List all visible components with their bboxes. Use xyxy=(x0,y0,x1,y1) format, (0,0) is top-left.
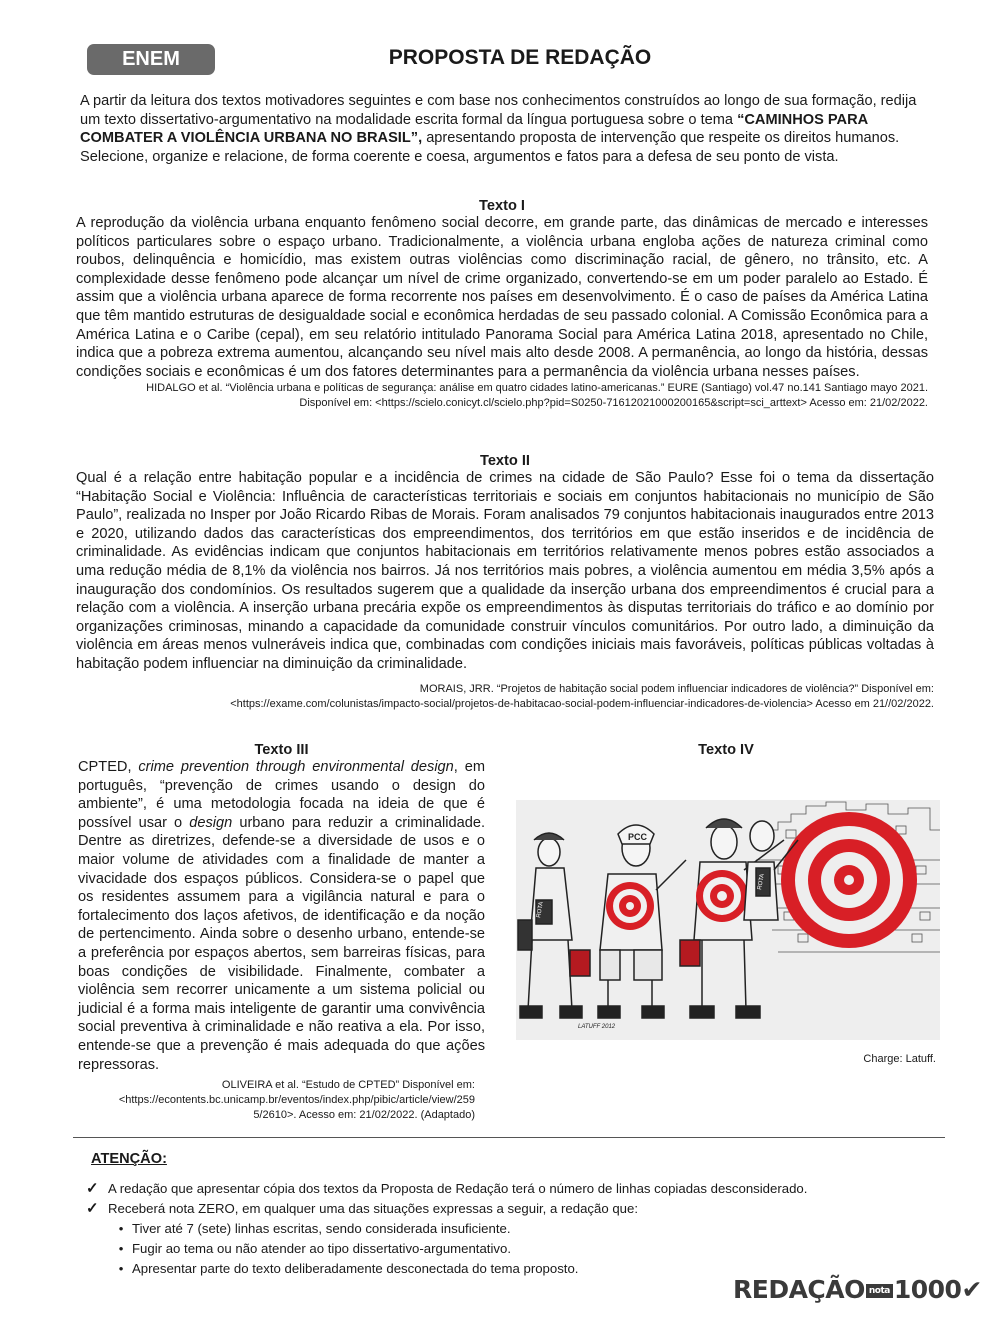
texto-3-source-line3: 5/2610>. Acesso em: 21/02/2022. (Adaptado) xyxy=(253,1109,475,1122)
latuff-cartoon xyxy=(516,800,940,1040)
rota-label-1: ROTA xyxy=(536,901,545,919)
texto-3-italic-cpted: crime prevention through environmental design xyxy=(138,759,454,775)
texto-1-section xyxy=(76,198,928,411)
texto-3-part2: , em português, “prevenção de crimes usando o design do ambiente”, é uma metodologia focada na ideia de que é possível usar o xyxy=(78,759,485,831)
texto-1-body: A reprodução da violência urbana enquanto fenômeno social decorre, em grande parte, das dinâmicas de mercado e interesses políticos particulares sobre o espaço urbano. Tradicionalmente, a violência urbana engloba ações de natureza criminal como roubos, delinquência e homicídio, mas existem outras violências como discriminação racial, de gênero, no trânsito, etc. A complexidade desse fenômeno pode alcançar um nível de crime organizado, convertendo-se em um poder paralelo ao Estado. É assim que a violência urbana aparece de forma recorrente nos países em desenvolvimento. É o caso de países da América Latina que têm mantido estruturas de desigualdade social e econômica herdadas de seu passado colonial. A Comissão Econômica para a América Latina e o Caribe (cepal), em seu relatório intitulado Panorama Social para América Latina 2018, apresentado no Chile, indica que a pobreza extrema aumentou, alcançando seu nível mais alto desde 2008. A permanência, ao longo da história, dessas condições sociais e econômicas é um dos fatores determinantes para a permanência da violência urbana nesses países. xyxy=(76,215,928,380)
atencao-heading: ATENÇÃO: xyxy=(91,1151,167,1167)
atencao-bullet-text: Fugir ao tema ou não atender ao tipo dissertativo-argumentativo. xyxy=(132,1241,511,1256)
checkmark-icon: ✓ xyxy=(86,1180,99,1197)
policeman-figure-1 xyxy=(518,833,582,1018)
atencao-check-item xyxy=(86,1199,946,1219)
atencao-list xyxy=(86,1179,946,1279)
texto-3-part1: CPTED, xyxy=(78,759,139,775)
texto-3-source-line1: OLIVEIRA et al. “Estudo de CPTED” Disponível em: xyxy=(221,1079,475,1092)
atencao-sublist xyxy=(86,1219,946,1279)
logo-text-right: 1000 xyxy=(893,1275,962,1304)
bullet-icon: • xyxy=(118,1241,124,1256)
texto-3-part3: urbano para reduzir a criminalidade. Dentre as diretrizes, defende-se a diversidade de usos e o maior volume de atividades com a finalidade de manter a vivacidade dos espaços públicos. Considera-se o papel que os residentes assumem para a vigilância natural e para o fortalecimento dos laços afetivos, de identificação e da noção de pertencimento. Ainda sobre o desenho urbano, entende-se a preferência por espaços abertos, sem barreiras físicas, para boas condições de visibilidade. Finalmente, combater a violência sem recorrer unicamente a um sistema policial ou judicial é a forma mais inteligente de garantir uma convivência social preventiva à criminalidade e não reativa a ela. Por isso, entende-se que a prevenção é mais adequada do que ações repressoras. xyxy=(78,814,485,1073)
bullet-icon: • xyxy=(118,1261,124,1276)
atencao-bullet-item xyxy=(110,1219,946,1239)
rota-label-2: ROTA xyxy=(757,873,766,891)
intro-paragraph xyxy=(80,92,926,166)
intro-theme: “CAMINHOS PARA COMBATER A VIOLÊNCIA URBANA NO BRASIL”, xyxy=(80,111,868,147)
enem-badge: ENEM xyxy=(87,44,215,75)
pcc-cap-label: PCC xyxy=(628,832,648,842)
intro-text-before: A partir da leitura dos textos motivadores seguintes e com base nos conhecimentos construídos ao longo de sua formação, redija um texto dissertativo-argumentativo na modalidade escrita formal da língua portuguesa sobre o tema xyxy=(80,93,917,128)
texto-3-heading: Texto III xyxy=(254,742,309,758)
texto-3-body xyxy=(78,758,485,1074)
texto-4-heading: Texto IV xyxy=(698,742,754,758)
checkmark-icon: ✓ xyxy=(86,1200,99,1217)
favela-target-icon xyxy=(781,812,917,948)
policeman-target-icon xyxy=(696,870,748,922)
logo-text-left: REDAÇÃO xyxy=(733,1275,865,1304)
atencao-bullet-text: Apresentar parte do texto deliberadamente desconectada do tema proposto. xyxy=(132,1261,579,1276)
texto-2-heading: Texto II xyxy=(479,453,530,469)
texto-2-body: Qual é a relação entre habitação popular e a incidência de crimes na cidade de São Paulo? Esse foi o tema da dissertação “Habitação Social e Violência: Influência de características territoriais e sociais em conjuntos habitacionais no município de São Paulo”, realizada no Insper por João Ricardo Ribas de Morais. Foram analisados 79 conjuntos habitacionais inaugurados entre 2013 e 2020, utilizando dados das características dos empreendimentos, dos territórios em que estão inseridos e de incidência de criminalidade. As evidências indicam que conjuntos habitacionais em territórios relativamente menos pobres estão associados a uma redução média de 8,1% da violência nos bairros. Já nos territórios mais pobres, a violência aumentou em média 3,5% após a inauguração dos condomínios. Os resultados sugerem que a qualidade da inserção urbana dos empreendimentos é crucial para a relação com a violência. A inserção urbana precária expõe os empreendimentos às disputas territoriais do tráfico e ao domínio por organizações criminosas, minando a capacidade da comunidade construir vínculos comunitários. Por outro lado, a diminuição da violência em áreas menos vulneráveis indica que, combinadas com condições iniciais mais favoráveis, políticas públicas voltadas à habitação podem influenciar na diminuição da criminalidade. xyxy=(76,470,934,672)
section-divider xyxy=(73,1137,945,1138)
texto-4-caption: Charge: Latuff. xyxy=(863,1053,936,1065)
texto-3-section xyxy=(78,742,485,1123)
atencao-bullet-text: Tiver até 7 (sete) linhas escritas, sendo considerada insuficiente. xyxy=(132,1221,511,1236)
intro-text-after: apresentando proposta de intervenção que respeite os direitos humanos. Selecione, organize e relacione, de forma coerente e coesa, argumentos e fatos para a defesa de seu ponto de vista. xyxy=(80,130,900,165)
latuff-signature: LATUFF 2012 xyxy=(578,1024,616,1030)
texto-3-italic-design: design xyxy=(189,814,233,831)
texto-1-source-line1: HIDALGO et al. “Violência urbana e políticas de segurança: análise em quatro cidades latino-americanas.” EURE (Santiago) vol.47 no.141 Santiago mayo 2021. xyxy=(146,382,928,395)
texto-2-section xyxy=(76,453,934,712)
logo-check-icon: ✔ xyxy=(961,1275,982,1304)
logo-text-mid: nota xyxy=(866,1284,893,1298)
texto-2-source-line2: <https://exame.com/colunistas/impacto-social/projetos-de-habitacao-social-podem-influenciar-indicadores-de-violencia> Acesso em 21//02/2022. xyxy=(230,697,934,710)
atencao-bullet-item xyxy=(110,1239,946,1259)
texto-3-source-line2: <https://econtents.bc.unicamp.br/eventos/index.php/pibic/article/view/259 xyxy=(118,1094,475,1107)
bullet-icon: • xyxy=(118,1221,124,1236)
page-title: PROPOSTA DE REDAÇÃO xyxy=(388,46,652,69)
pcc-target-icon xyxy=(606,882,654,930)
atencao-check-text: A redação que apresentar cópia dos textos da Proposta de Redação terá o número de linhas copiadas desconsiderado. xyxy=(108,1181,808,1196)
texto-2-source-line1: MORAIS, JRR. “Projetos de habitação social podem influenciar indicadores de violência?” Disponível em: xyxy=(419,682,934,695)
atencao-check-item xyxy=(86,1179,946,1199)
texto-1-heading: Texto I xyxy=(479,198,525,214)
atencao-check-text: Receberá nota ZERO, em qualquer uma das situações expressas a seguir, a redação que: xyxy=(108,1201,638,1216)
texto-1-source-line2: Disponível em: <https://scielo.conicyt.cl/scielo.php?pid=S0250-71612021000200165&script=sci_arttext> Acesso em: 21/02/2022. xyxy=(299,397,928,410)
redacao-nota-1000-logo xyxy=(733,1275,982,1304)
